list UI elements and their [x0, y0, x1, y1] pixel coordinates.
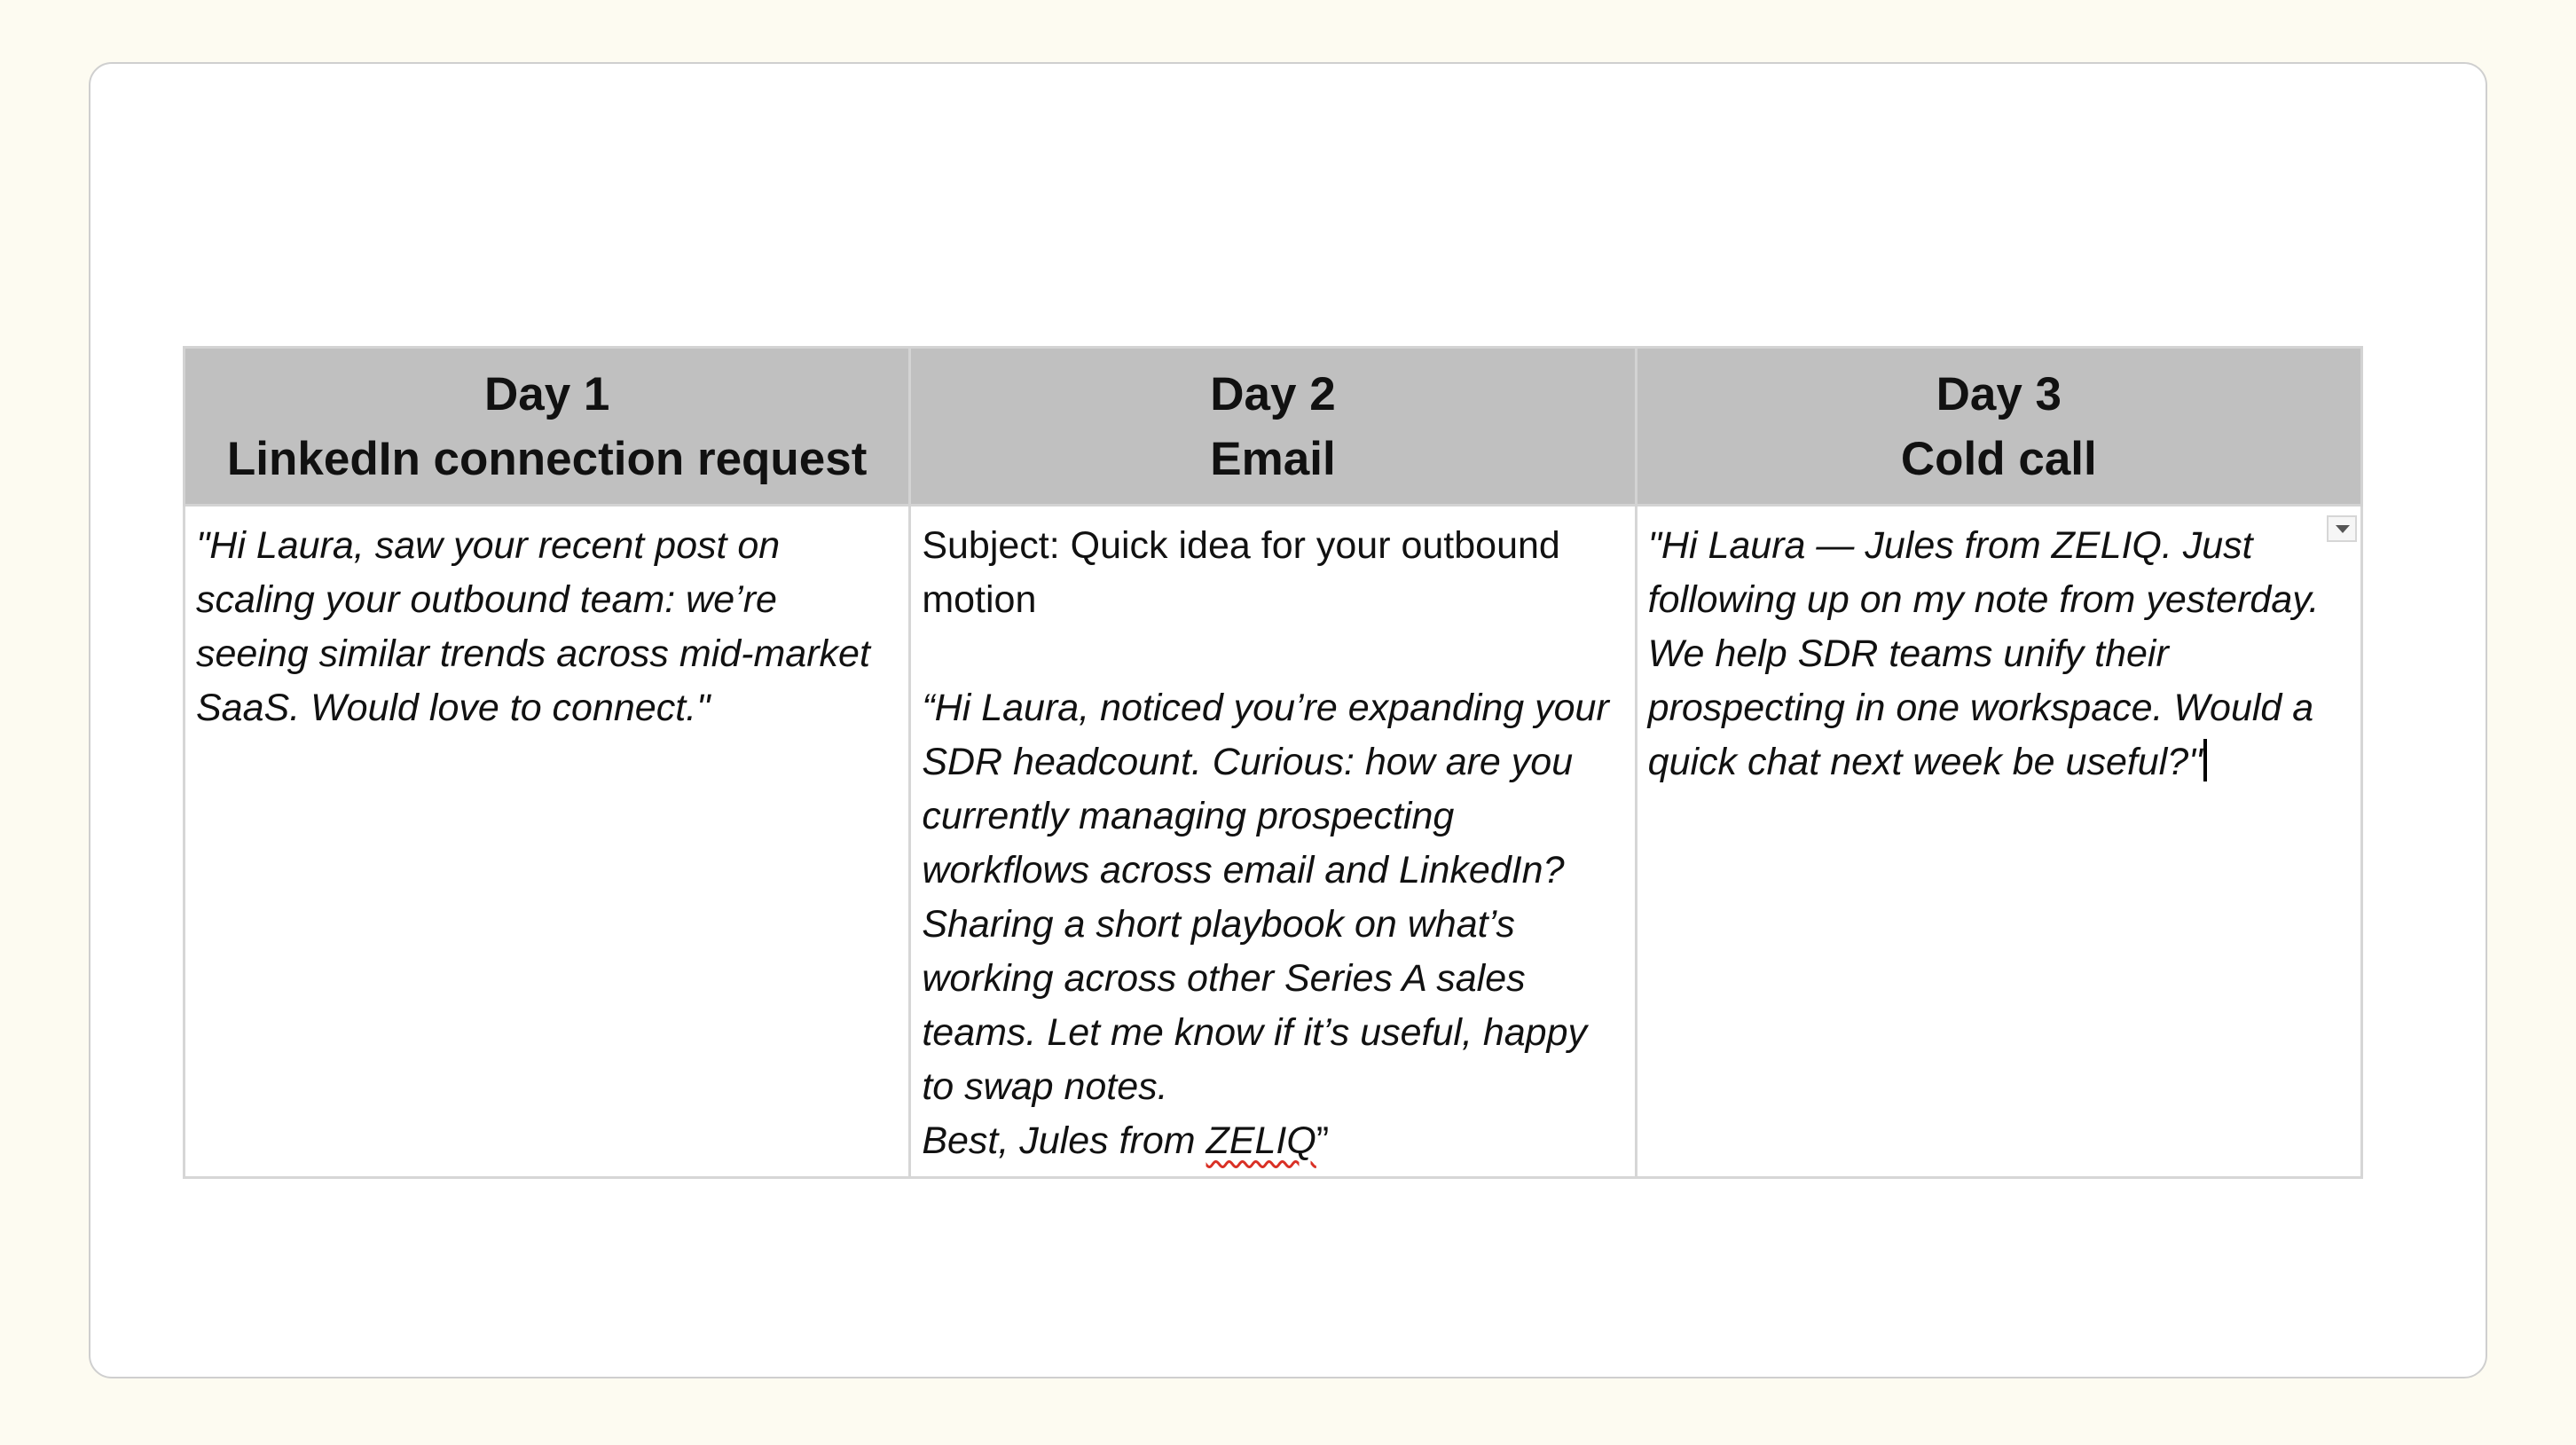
email-signoff-suffix: ”: [1315, 1119, 1330, 1162]
header-cell-day-2[interactable]: [910, 348, 1636, 506]
header-cell-day-1[interactable]: [185, 348, 910, 506]
header-day-label: Day 1: [483, 367, 610, 420]
email-subject-text: Subject: Quick idea for your outbound motion: [922, 524, 1560, 621]
email-signoff: [922, 1114, 1625, 1168]
message-row: [185, 506, 2362, 1178]
header-day-label: Day 2: [1210, 367, 1336, 420]
email-signoff-prefix: Best, Jules from: [922, 1119, 1206, 1162]
linkedin-message-text: "Hi Laura, saw your recent post on scaling your outbound team: we’re seeing similar trends across mid-market SaaS. Would love to connect.": [196, 524, 870, 729]
outreach-sequence-table: [183, 346, 2363, 1179]
header-channel-label: Cold call: [1900, 432, 2097, 485]
cell-cold-call-script[interactable]: [1636, 506, 2361, 1178]
cell-linkedin-message[interactable]: [185, 506, 910, 1178]
header-channel-label: Email: [1210, 432, 1336, 485]
cold-call-script-text: "Hi Laura — Jules from ZELIQ. Just following up on my note from yesterday. We help SDR teams unify their prospecting in one workspace. Would a quick chat next week be useful?": [1647, 524, 2320, 783]
cell-dropdown-arrow-icon[interactable]: [2327, 515, 2357, 542]
blank-line: [922, 627, 1625, 681]
text-cursor: [2203, 739, 2207, 781]
cell-email-message[interactable]: [910, 506, 1636, 1178]
email-body-text: “Hi Laura, noticed you’re expanding your SDR headcount. Curious: how are you currently managing prospecting workflows across email and LinkedIn? Sharing a short playbook on what’s working across other Series A sales teams. Let me know if it’s useful, happy to swap notes.: [922, 687, 1609, 1108]
header-cell-day-3[interactable]: [1636, 348, 2361, 506]
spellcheck-flagged-word[interactable]: ZELIQ: [1206, 1119, 1316, 1162]
header-day-label: Day 3: [1936, 367, 2062, 420]
header-channel-label: LinkedIn connection request: [226, 432, 868, 485]
header-row: [185, 348, 2362, 506]
